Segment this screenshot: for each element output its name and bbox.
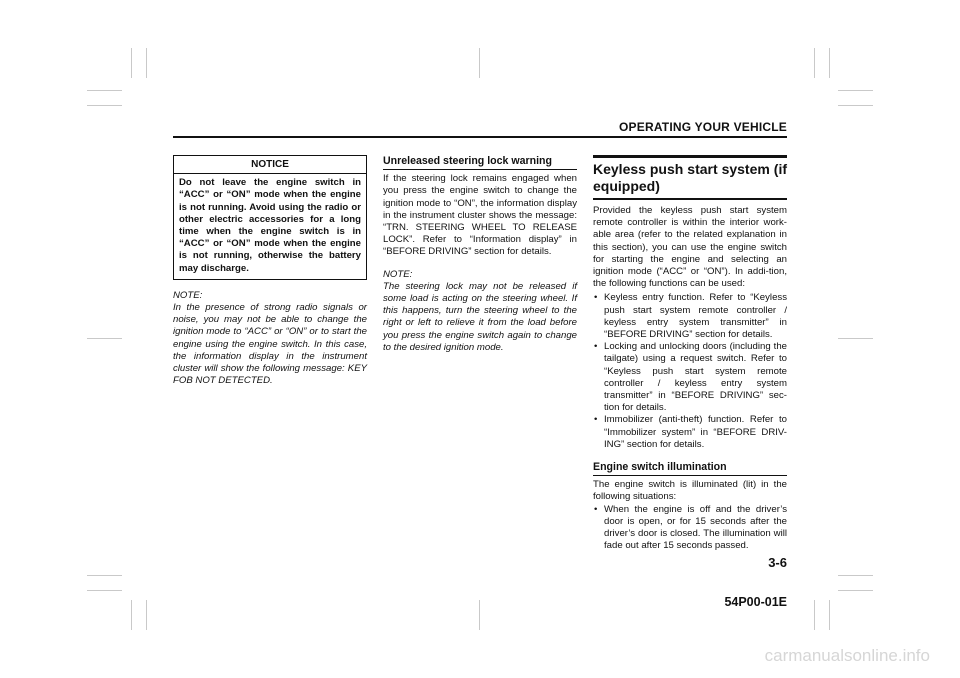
list-item: • Locking and unlocking doors (including the tailgate) using a request switch. Refer to “Keyless push start system remote controller / keyless entry system transmitter” in “BEFORE DRIVING” sec-tion for details.	[593, 341, 787, 414]
feature-list	[593, 292, 787, 451]
column-left	[173, 155, 367, 387]
illumination-list	[593, 504, 787, 553]
note-label: NOTE:	[383, 268, 413, 280]
document-code: 54P00-01E	[724, 595, 787, 609]
note-block	[383, 269, 577, 354]
page-number: 3-6	[768, 555, 787, 570]
body-paragraph: If the steering lock remains engaged when you press the engine switch to change the ignition mode to “ON”, the information display in the instrument cluster shows the message: “TRN. STEERING WHEEL TO RELEASE LOCK”. Refer to “Information display” in “BEFORE DRIVING” section for details.	[383, 173, 577, 258]
notice-title: NOTICE	[174, 156, 366, 174]
note-text: The steering lock may not be released if some load is acting on the steering wheel. If this happens, turn the steering wheel to the right or left to relieve it from the load before you press the engine switch again to change to the desired ignition mode.	[383, 280, 577, 353]
note-block	[173, 290, 367, 388]
intro-paragraph: Provided the keyless push start system remote controller is within the interior work-able area (refer to the related explanation in this section), you can use the engine switch for starting the engine and selecting an ignition mode (“ACC” or “ON”). In addi-tion, the following functions can be used:	[593, 205, 787, 290]
header-rule	[173, 136, 787, 138]
list-item: • Immobilizer (anti-theft) function. Refer to “Immobilizer system” in “BEFORE DRIV-ING” section for details.	[593, 414, 787, 451]
watermark: carmanualsonline.info	[764, 646, 930, 665]
note-label: NOTE:	[173, 289, 203, 301]
list-item: • Keyless entry function. Refer to “Keyless push start system remote controller / keyless entry system transmitter” in “BEFORE DRIVING” section for details.	[593, 292, 787, 341]
column-right	[593, 155, 787, 552]
list-item: • When the engine is off and the driver’s door is open, or for 15 seconds after the driver’s door is closed. The illumination will fade out after 15 seconds passed.	[593, 504, 787, 553]
note-text: In the presence of strong radio signals or noise, you may not be able to change the ignition mode to “ACC” or “ON” or to start the engine using the engine switch. In this case, the information display in the instrument cluster will show the following message: KEY FOB NOT DETECTED.	[173, 302, 367, 387]
section-title: OPERATING YOUR VEHICLE	[619, 120, 787, 134]
notice-box	[173, 155, 367, 280]
section-heading: Unreleased steering lock warning	[383, 155, 577, 170]
sub-intro-paragraph: The engine switch is illuminated (lit) in the following situations:	[593, 479, 787, 503]
notice-text: Do not leave the engine switch in “ACC” or “ON” mode when the engine is not running. Avoid using the radio or other electric accessories for a long time when the engine switch is in “ACC” or “ON” mode when the engine is not running, otherwise the battery may discharge.	[179, 177, 361, 274]
section-heading-large: Keyless push start system (if equipped)	[593, 155, 787, 200]
sub-heading: Engine switch illumination	[593, 461, 787, 476]
column-middle	[383, 155, 577, 354]
